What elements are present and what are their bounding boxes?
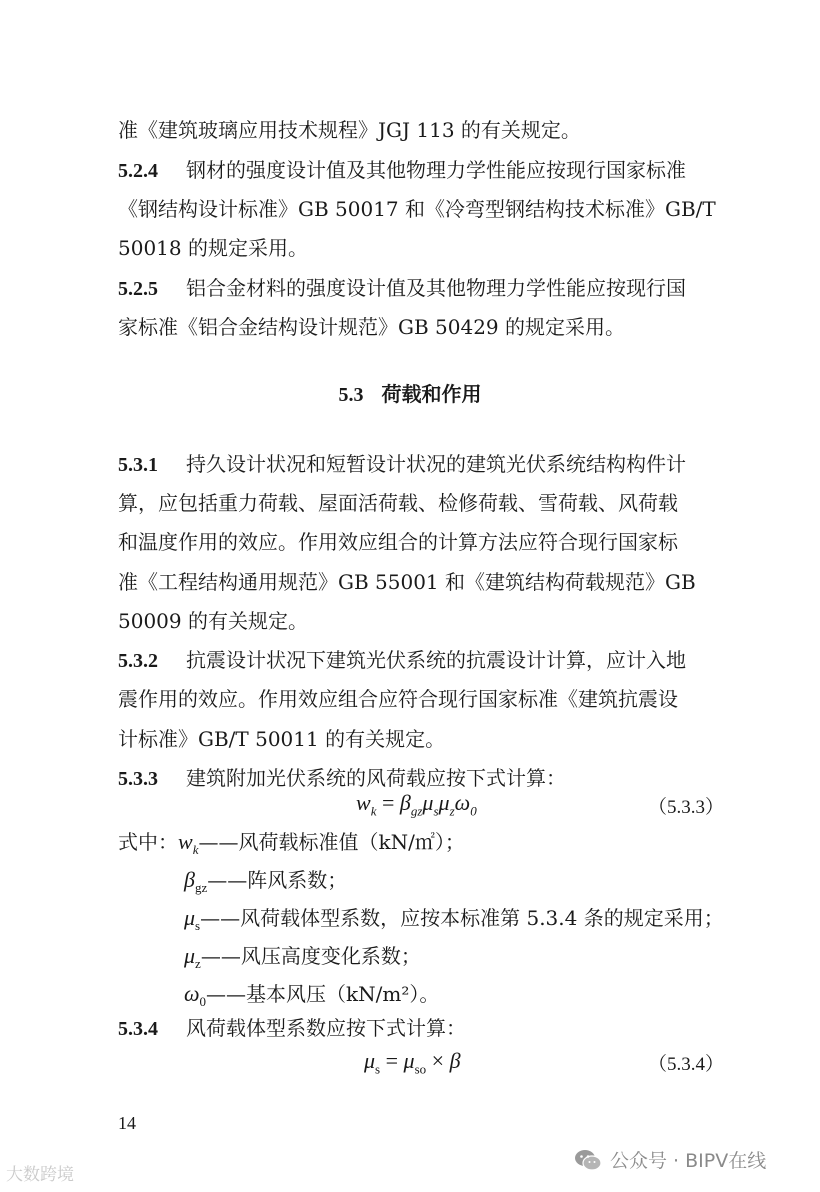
paragraph-line: 算，应包括重力荷载、屋面活荷载、检修荷载、雪荷载、风荷载: [118, 491, 678, 515]
clause-5-3-4: [118, 1016, 738, 1041]
definition-text: ——风荷载标准值（kN/㎡）；: [198, 830, 465, 854]
clause-number: 5.2.5: [118, 278, 158, 300]
formula-subscript: gz: [410, 803, 423, 819]
symbol: ω: [184, 981, 200, 1006]
formula-operator: =: [380, 1048, 404, 1073]
watermark-text: 大数跨境: [6, 1165, 74, 1185]
formula-symbol: μ: [403, 1048, 415, 1073]
paragraph-line: 和温度作用的效应。作用效应组合的计算方法应符合现行国家标: [118, 530, 678, 554]
paragraph-line: 风荷载体型系数应按下式计算：: [186, 1016, 466, 1040]
definition-text: ——阵风系数；: [207, 868, 348, 892]
formula-symbol: μ: [364, 1048, 376, 1073]
section-title: 荷载和作用: [381, 382, 482, 406]
paragraph-line: 持久设计状况和短暂设计状况的建筑光伏系统结构构件计: [186, 452, 686, 476]
clause-5-3-1: [118, 452, 738, 477]
paragraph-line: 铝合金材料的强度设计值及其他物理力学性能应按现行国: [186, 276, 686, 300]
formula-subscript: so: [414, 1061, 427, 1077]
symbol-subscript: s: [195, 918, 201, 933]
symbol-subscript: gz: [194, 880, 208, 895]
formula-symbol: ω: [454, 790, 471, 815]
paragraph-line: 震作用的效应。作用效应组合应符合现行国家标准《建筑抗震设: [118, 687, 678, 711]
where-label: 式中：: [118, 830, 178, 854]
paragraph-line: 准《建筑玻璃应用技术规程》JGJ 113 的有关规定。: [118, 118, 581, 142]
paragraph-line: 50009 的有关规定。: [118, 609, 308, 633]
clause-number: 5.3.2: [118, 650, 158, 672]
formula-symbol: μ: [438, 790, 450, 815]
equation-number: （5.3.3）: [648, 797, 725, 818]
wechat-icon: [574, 1148, 602, 1172]
formula-subscript: 0: [470, 803, 477, 819]
symbol: w: [178, 829, 193, 854]
clause-number: 5.3.1: [118, 454, 158, 476]
clause-number: 5.3.4: [118, 1018, 158, 1040]
watermark-left: [6, 1160, 74, 1185]
paragraph-line: 抗震设计状况下建筑光伏系统的抗震设计计算，应计入地: [186, 648, 686, 672]
definition-omega: [184, 978, 439, 1010]
formula-symbol: β: [399, 790, 411, 815]
formula-subscript: s: [433, 803, 439, 819]
clause-5-3-3: [118, 766, 738, 791]
symbol: μ: [184, 943, 196, 968]
formula-5-3-4: [364, 1048, 461, 1077]
paragraph-line: 《钢结构设计标准》GB 50017 和《冷弯型钢结构技术标准》GB/T: [118, 197, 716, 221]
clause-5-2-4: [118, 158, 738, 183]
paragraph-line: 计标准》GB/T 50011 的有关规定。: [118, 727, 446, 751]
paragraph-line: 钢材的强度设计值及其他物理力学性能应按现行国家标准: [186, 158, 686, 182]
watermark-text: 公众号 · BIPV在线: [610, 1150, 767, 1172]
equation-number: （5.3.4）: [648, 1054, 725, 1075]
definition-beta: [184, 864, 347, 896]
definition-muz: [184, 940, 421, 972]
formula-symbol: w: [356, 790, 371, 815]
symbol-subscript: k: [192, 842, 199, 857]
symbol-subscript: z: [195, 956, 201, 971]
paragraph-line: 50018 的规定采用。: [118, 236, 308, 260]
clause-5-3-2: [118, 648, 738, 673]
formula-subscript: z: [449, 803, 455, 819]
section-number: 5.3: [338, 384, 364, 406]
watermark-right: [574, 1146, 766, 1173]
clause-number: 5.2.4: [118, 160, 158, 182]
formula-operator: =: [376, 790, 400, 815]
formula-symbol: μ: [422, 790, 434, 815]
clause-5-2-5: [118, 276, 738, 301]
paragraph-line: 准《工程结构通用规范》GB 55001 和《建筑结构荷载规范》GB: [118, 570, 696, 594]
definition-wk: [118, 826, 465, 858]
formula-operator: ×: [426, 1048, 450, 1073]
definition-text: ——基本风压（kN/m²）。: [206, 982, 440, 1006]
definition-text: ——风荷载体型系数，应按本标准第 5.3.4 条的规定采用；: [200, 906, 724, 930]
symbol-subscript: 0: [199, 994, 207, 1009]
section-heading: [0, 378, 820, 407]
clause-number: 5.3.3: [118, 768, 158, 790]
page-number: 14: [118, 1113, 136, 1133]
formula-5-3-3: [356, 790, 477, 819]
definition-mus: [184, 902, 724, 934]
symbol: β: [184, 867, 195, 892]
definition-text: ——风压高度变化系数；: [200, 944, 421, 968]
paragraph-line: 建筑附加光伏系统的风荷载应按下式计算：: [186, 766, 566, 790]
formula-subscript: s: [375, 1061, 381, 1077]
formula-subscript: k: [370, 803, 377, 819]
paragraph-line: 家标准《铝合金结构设计规范》GB 50429 的规定采用。: [118, 315, 626, 339]
symbol: μ: [184, 905, 196, 930]
formula-symbol: β: [449, 1048, 461, 1073]
